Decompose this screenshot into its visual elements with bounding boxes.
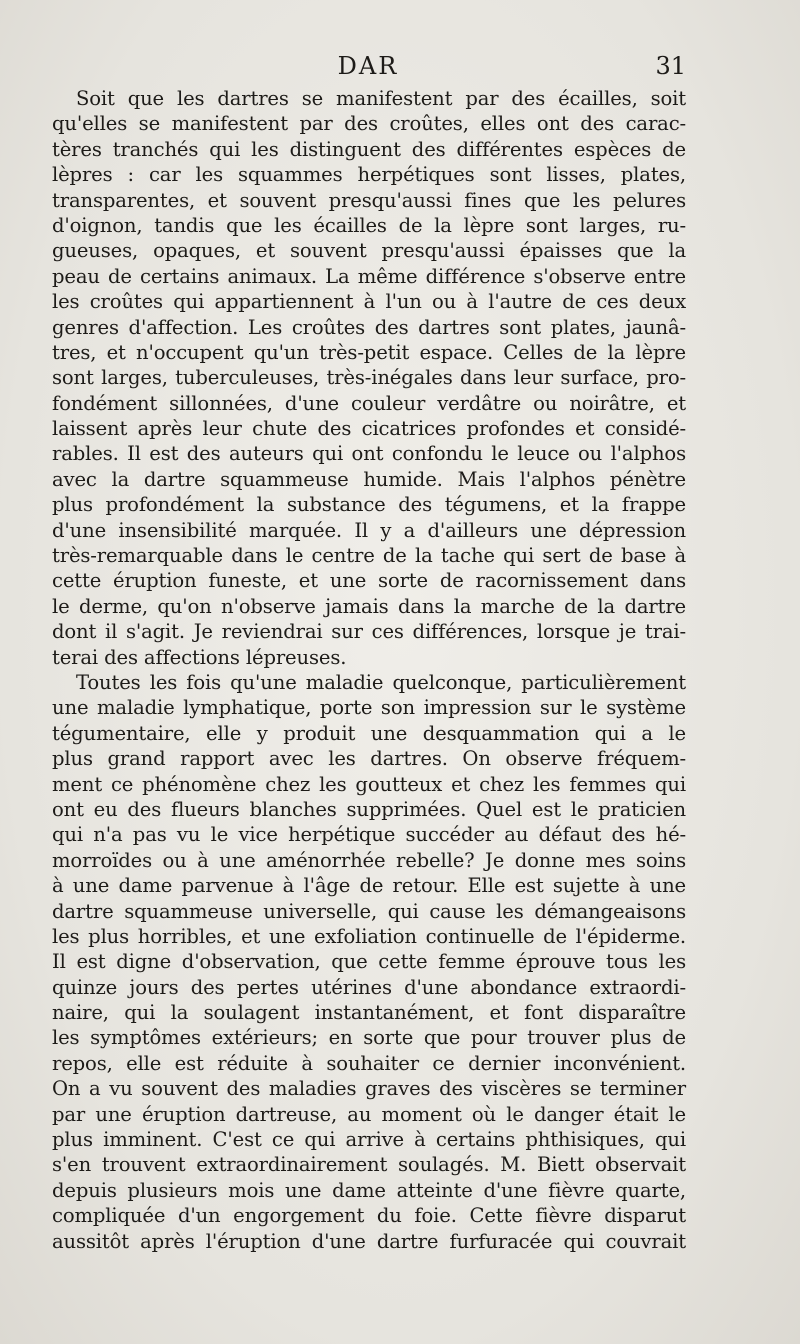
text-line: sont larges, tuberculeuses, très-inégales dans leur surface, pro- xyxy=(52,366,686,390)
text-line: On a vu souvent des maladies graves des viscères se terminer xyxy=(52,1077,686,1101)
text-line: Soit que les dartres se manifestent par des écailles, soit xyxy=(76,87,686,110)
text-line: Il est digne d'observation, que cette femme éprouve tous les xyxy=(52,950,686,974)
text-line: par une éruption dartreuse, au moment où le danger était le xyxy=(52,1102,686,1126)
running-head: DAR xyxy=(337,52,399,80)
text-line: ment ce phénomène chez les goutteux et chez les femmes qui xyxy=(52,772,686,796)
text-line: dartre squammeuse universelle, qui cause les démangeaisons xyxy=(52,899,686,923)
text-line: peau de certains animaux. La même différence s'observe entre xyxy=(52,264,686,288)
text-line: les plus horribles, et une exfoliation continuelle de l'épiderme. xyxy=(52,924,686,948)
text-line: gueuses, opaques, et souvent presqu'aussi épaisses que la xyxy=(52,239,686,263)
text-line: compliquée d'un engorgement du foie. Cette fièvre disparut xyxy=(52,1204,686,1228)
text-line: cette éruption funeste, et une sorte de racornissement dans xyxy=(52,569,686,593)
page-header xyxy=(50,52,686,82)
text-line: terai des affections lépreuses. xyxy=(52,645,347,669)
text-line: genres d'affection. Les croûtes des dartres sont plates, jaunâ- xyxy=(52,315,686,339)
text-line: naire, qui la soulagent instantanément, et font disparaître xyxy=(52,1001,686,1025)
text-line: le derme, qu'on n'observe jamais dans la marche de la dartre xyxy=(52,594,686,618)
text-line: transparentes, et souvent presqu'aussi fines que les pelures xyxy=(52,188,686,212)
page-number: 31 xyxy=(655,52,686,80)
text-line: plus imminent. C'est ce qui arrive à certains phthisiques, qui xyxy=(52,1128,686,1152)
text-line: s'en trouvent extraordinairement soulagés. M. Biett observait xyxy=(52,1153,686,1177)
text-line: tégumentaire, elle y produit une desquammation qui a le xyxy=(52,721,686,745)
text-line: Toutes les fois qu'une maladie quelconque, particulièrement xyxy=(76,670,686,694)
text-line: qui n'a pas vu le vice herpétique succéder au défaut des hé- xyxy=(52,823,686,847)
text-line: tres, et n'occupent qu'un très-petit espace. Celles de la lèpre xyxy=(52,340,686,364)
text-line: dont il s'agit. Je reviendrai sur ces différences, lorsque je trai- xyxy=(52,620,686,644)
text-line: depuis plusieurs mois une dame atteinte d'une fièvre quarte, xyxy=(52,1178,686,1202)
text-line: repos, elle est réduite à souhaiter ce dernier inconvénient. xyxy=(52,1051,686,1075)
text-line: qu'elles se manifestent par des croûtes, elles ont des carac- xyxy=(52,112,686,136)
body-text xyxy=(52,86,686,1254)
text-line: quinze jours des pertes utérines d'une abondance extraordi- xyxy=(52,975,686,999)
text-line: les croûtes qui appartiennent à l'un ou à l'autre de ces deux xyxy=(52,290,686,314)
text-line: fondément sillonnées, d'une couleur verdâtre ou noirâtre, et xyxy=(52,391,686,415)
text-line: rables. Il est des auteurs qui ont confondu le leuce ou l'alphos xyxy=(52,442,686,466)
text-line: ont eu des flueurs blanches supprimées. Quel est le praticien xyxy=(52,797,686,821)
text-line: plus grand rapport avec les dartres. On observe fréquem- xyxy=(52,747,686,771)
text-line: plus profondément la substance des tégumens, et la frappe xyxy=(52,493,686,517)
text-line: les symptômes extérieurs; en sorte que pour trouver plus de xyxy=(52,1026,686,1050)
text-line: d'oignon, tandis que les écailles de la lèpre sont larges, ru- xyxy=(52,213,686,237)
text-line: avec la dartre squammeuse humide. Mais l'alphos pénètre xyxy=(52,467,686,491)
text-line: aussitôt après l'éruption d'une dartre furfuracée qui couvrait xyxy=(52,1229,686,1253)
text-line: très-remarquable dans le centre de la tache qui sert de base à xyxy=(52,544,686,568)
text-line: tères tranchés qui les distinguent des différentes espèces de xyxy=(52,137,686,161)
text-line: à une dame parvenue à l'âge de retour. Elle est sujette à une xyxy=(52,874,686,898)
text-line: une maladie lymphatique, porte son impression sur le système xyxy=(52,696,686,720)
text-line: d'une insensibilité marquée. Il y a d'ailleurs une dépression xyxy=(52,518,686,542)
text-line: morroïdes ou à une aménorrhée rebelle? Je donne mes soins xyxy=(52,848,686,872)
text-line: lèpres : car les squammes herpétiques sont lisses, plates, xyxy=(52,163,686,187)
text-line: laissent après leur chute des cicatrices profondes et considé- xyxy=(52,417,686,441)
